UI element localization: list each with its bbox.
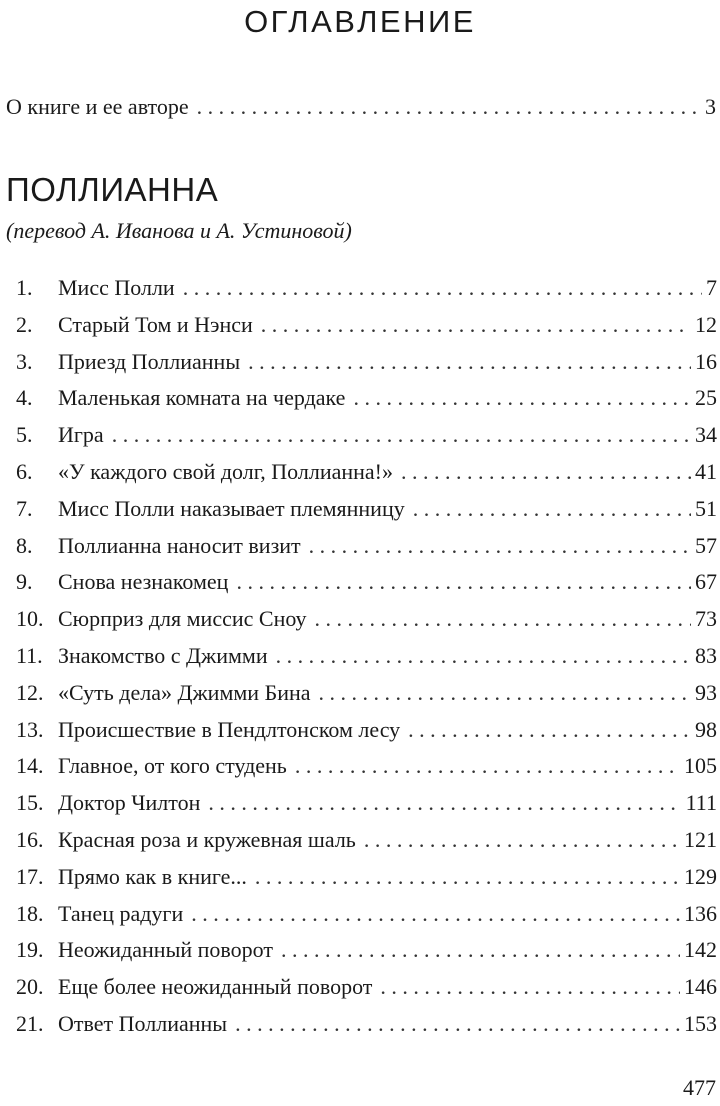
chapter-number: 13. (16, 716, 44, 742)
chapter-title: Старый Том и Нэнси (58, 311, 253, 337)
chapter-title: Сюрприз для миссис Сноу (58, 606, 307, 632)
chapter-title: Приезд Поллианны (58, 348, 241, 374)
chapter-number: 15. (16, 790, 44, 816)
chapter-page: 142 (684, 937, 717, 963)
chapter-row (16, 273, 717, 303)
chapter-row (16, 862, 717, 892)
dot-leader (236, 567, 691, 597)
dot-leader (183, 273, 702, 303)
chapter-page: 136 (684, 900, 717, 926)
chapter-title: Красная роза и кружевная шаль (58, 827, 356, 852)
dot-leader (319, 678, 691, 708)
chapter-page: 121 (684, 827, 717, 852)
dot-leader (261, 310, 691, 340)
chapter-title: Главное, от кого студень (58, 753, 287, 779)
chapter-row (16, 715, 717, 745)
chapter-number: 21. (16, 1011, 44, 1036)
chapter-title: Происшествие в Пендлтонском лесу (58, 716, 401, 742)
chapter-page: 67 (695, 569, 717, 595)
chapter-number: 10. (16, 606, 44, 632)
chapter-title: Знакомство с Джимми (58, 643, 268, 668)
dot-leader (208, 788, 681, 818)
chapter-number: 20. (16, 974, 44, 1000)
chapter-row (16, 567, 717, 597)
chapter-number: 5. (16, 422, 33, 448)
dot-leader (112, 420, 691, 450)
chapter-page: 12 (695, 311, 717, 337)
chapter-page: 153 (684, 1011, 717, 1036)
chapter-row (16, 494, 717, 524)
chapter-title: Доктор Чилтон (58, 790, 201, 816)
chapter-number: 18. (16, 900, 44, 926)
chapter-number: 8. (16, 532, 33, 558)
chapter-page: 41 (695, 459, 717, 484)
chapter-title: Танец радуги (58, 900, 184, 926)
chapter-row (16, 825, 717, 855)
toc-entry-title: О книге и ее авторе (6, 94, 189, 119)
dot-leader (235, 1009, 680, 1039)
chapter-number: 16. (16, 827, 44, 852)
chapter-title: Снова незнакомец (58, 569, 229, 595)
dot-leader (380, 972, 680, 1002)
dot-leader (295, 751, 680, 781)
chapter-number: 1. (16, 275, 33, 300)
chapter-title: Игра (58, 422, 104, 448)
chapter-page: 51 (695, 495, 717, 521)
chapter-number: 12. (16, 679, 44, 705)
chapter-title: «Суть дела» Джимми Бина (58, 679, 311, 705)
chapter-title: Поллианна наносит визит (58, 532, 301, 558)
chapter-row (16, 972, 717, 1002)
chapter-page: 146 (684, 974, 717, 1000)
chapter-row (16, 899, 717, 929)
section-subtitle: (перевод А. Иванова и А. Устиновой) (6, 218, 352, 243)
chapter-number: 3. (16, 348, 33, 374)
dot-leader (408, 715, 691, 745)
chapter-row (16, 1009, 717, 1039)
dot-leader (197, 92, 701, 122)
dot-leader (248, 347, 691, 377)
toc-entry-intro (6, 92, 716, 122)
chapter-title: Ответ Поллианны (58, 1011, 228, 1036)
chapter-row (16, 347, 717, 377)
chapter-page: 57 (695, 532, 717, 558)
chapter-page: 73 (695, 606, 717, 632)
chapter-page: 83 (695, 643, 717, 668)
dot-leader (364, 825, 680, 855)
chapter-title: Прямо как в книге... (58, 863, 247, 889)
chapter-page: 98 (695, 716, 717, 742)
chapter-page: 34 (695, 422, 717, 448)
chapter-number: 19. (16, 937, 44, 963)
dot-leader (191, 899, 680, 929)
chapter-title: Маленькая комната на чердаке (58, 385, 346, 411)
chapter-title: Мисс Полли (58, 275, 175, 300)
dot-leader (315, 604, 691, 634)
chapter-row (16, 457, 717, 487)
section-title: ПОЛЛИАННА (6, 171, 219, 208)
dot-leader (276, 641, 691, 671)
chapter-title: «У каждого свой долг, Поллианна!» (58, 459, 393, 484)
chapter-number: 9. (16, 569, 33, 595)
chapter-page: 129 (684, 863, 717, 889)
dot-leader (255, 862, 680, 892)
chapter-title: Еще более неожиданный поворот (58, 974, 373, 1000)
dot-leader (309, 531, 691, 561)
dot-leader (401, 457, 691, 487)
chapter-row (16, 420, 717, 450)
chapter-row (16, 531, 717, 561)
chapter-row (16, 604, 717, 634)
chapter-number: 14. (16, 753, 44, 779)
chapter-page: 111 (685, 790, 717, 816)
chapter-row (16, 641, 717, 671)
chapter-page: 7 (706, 275, 717, 300)
chapter-row (16, 935, 717, 965)
chapter-number: 11. (16, 643, 43, 668)
page-heading: ОГЛАВЛЕНИЕ (244, 4, 476, 39)
chapter-row (16, 310, 717, 340)
chapter-page: 25 (695, 385, 717, 411)
page-number: 477 (683, 1075, 716, 1100)
chapter-number: 6. (16, 459, 33, 484)
chapter-number: 7. (16, 495, 33, 521)
chapter-title: Неожиданный поворот (58, 937, 273, 963)
chapter-page: 16 (695, 348, 717, 374)
chapter-row (16, 678, 717, 708)
chapter-title: Мисс Полли наказывает племянницу (58, 495, 405, 521)
chapter-page: 105 (684, 753, 717, 779)
chapter-row (16, 751, 717, 781)
chapter-number: 17. (16, 863, 44, 889)
dot-leader (413, 494, 691, 524)
dot-leader (353, 383, 691, 413)
chapter-page: 93 (695, 679, 717, 705)
chapter-row (16, 383, 717, 413)
dot-leader (281, 935, 680, 965)
chapter-row (16, 788, 717, 818)
chapter-number: 4. (16, 385, 33, 411)
toc-entry-page: 3 (705, 94, 716, 119)
chapter-number: 2. (16, 311, 33, 337)
